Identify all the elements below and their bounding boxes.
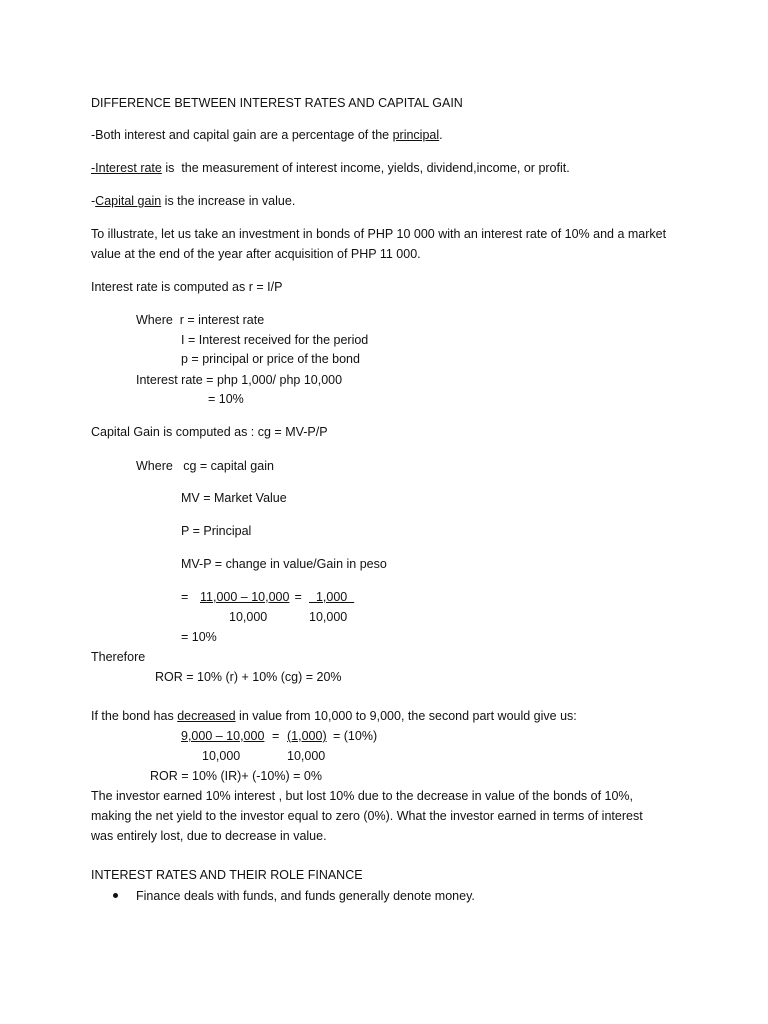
paragraph-decreased [91,708,577,724]
conclusion-line1: The investor earned 10% interest , but lost 10% due to the decrease in value of the bonds of 10%, [91,789,634,803]
cg-result: = 10% [181,630,217,644]
paragraph-illustrate-line1: To illustrate, let us take an investment in bonds of PHP 10 000 with an interest rate of 10% and a market [91,227,667,241]
ror-calculation-2: ROR = 10% (IR)+ (-10%) = 0% [150,769,322,783]
dec-numerator-2: (1,000) [287,729,327,743]
text: If the bond has [91,709,178,723]
heading-difference: DIFFERENCE BETWEEN INTEREST RATES AND CAPITAL GAIN [91,96,463,110]
bullet-dot-icon [113,893,118,898]
cg-denominator-1: 10,000 [229,610,268,624]
ir-definition-I: I = Interest received for the period [181,333,369,347]
text: . [439,128,443,142]
text: in value from 10,000 to 9,000, the second part would give us: [235,709,577,723]
text: is the increase in value. [161,194,296,208]
capital-gain-formula: Capital Gain is computed as : cg = MV-P/P [91,425,328,439]
cg-where: Where cg = capital gain [136,459,274,473]
paragraph-illustrate-line2: value at the end of the year after acquisition of PHP 11 000. [91,247,421,261]
paragraph-capital-gain [91,193,295,209]
underlined-capital-gain: Capital gain [95,194,162,208]
ir-where: Where r = interest rate [136,313,265,327]
cg-numerator-1: 11,000 – 10,000 [200,590,290,604]
dec-denominator-1: 10,000 [202,749,241,763]
cg-denominator-2: 10,000 [309,610,348,624]
ror-calculation-1: ROR = 10% (r) + 10% (cg) = 20% [155,670,342,684]
paragraph-percentage [91,127,443,143]
dec-numerator-1: 9,000 – 10,000 [181,729,265,743]
bullet-item-finance: Finance deals with funds, and funds generally denote money. [136,889,475,903]
ir-result: = 10% [208,392,244,406]
conclusion-line2: making the net yield to the investor equal to zero (0%). What the investor earned in terms of interest [91,809,643,823]
ir-definition-p: p = principal or price of the bond [181,352,360,366]
underlined-principal: principal [392,128,440,142]
therefore-label: Therefore [91,650,146,664]
underlined-interest-rate: -Interest rate [91,161,162,175]
text: -Both interest and capital gain are a percentage of the [91,128,393,142]
ir-calculation: Interest rate = php 1,000/ php 10,000 [136,373,343,387]
cg-equals-sign-2: = [291,590,302,604]
paragraph-interest-rate [91,160,570,176]
text: is the measurement of interest income, yields, dividend,income, or profit. [161,161,570,175]
dec-result: = (10%) [333,729,378,743]
conclusion-line3: was entirely lost, due to decrease in value. [91,829,327,843]
text: - [91,194,96,208]
cg-definition-mvp: MV-P = change in value/Gain in peso [181,557,387,571]
interest-rate-formula: Interest rate is computed as r = I/P [91,280,283,294]
dec-equals-sign: = [272,729,280,743]
cg-numerator-2: 1,000 [309,590,355,604]
heading-interest-finance: INTEREST RATES AND THEIR ROLE FINANCE [91,868,363,882]
dec-denominator-2: 10,000 [287,749,326,763]
underlined-decreased: decreased [177,709,236,723]
cg-equals-sign: = [181,590,189,604]
cg-definition-p: P = Principal [181,524,252,538]
cg-definition-mv: MV = Market Value [181,491,287,505]
